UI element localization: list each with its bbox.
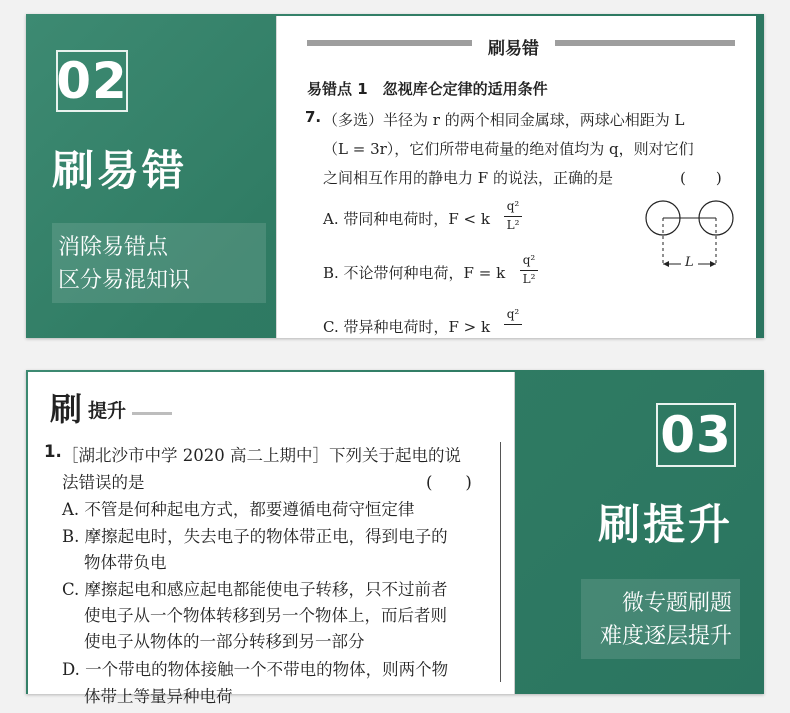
section-tagline — [52, 223, 266, 303]
option-b: B. 不论带何种电荷，F = k — [323, 264, 506, 282]
arrowhead-left-icon — [663, 261, 669, 267]
answer-blank: ( ) — [680, 169, 722, 187]
question-number: 1. — [44, 442, 62, 461]
option-b-line-2: 物体带负电 — [84, 553, 167, 572]
fraction-bar — [504, 216, 522, 217]
brush-character: 刷 — [50, 390, 83, 428]
section-title: 刷提升 — [598, 500, 734, 549]
column-rule — [500, 442, 501, 682]
answer-blank: ( ) — [426, 473, 472, 492]
book-page-preview — [276, 16, 756, 338]
option-c-line-1: C. 摩擦起电和感应起电都能使电子转移，只不过前者 — [62, 580, 448, 599]
section-number: 03 — [660, 406, 732, 464]
header-underline — [132, 412, 172, 415]
question-line-2: 法错误的是 — [62, 473, 145, 492]
book-page-preview — [28, 372, 515, 706]
fraction-denominator: L² — [506, 218, 520, 232]
tagline-1: 消除易错点 — [58, 235, 169, 260]
fraction-numerator: q² — [522, 253, 536, 267]
option-a: A. 不管是何种起电方式，都要遵循电荷守恒定律 — [62, 500, 415, 519]
section-panel-improvement — [26, 370, 764, 706]
option-c-line-3: 使电子从物体的一部分转移到另一部分 — [84, 632, 365, 651]
page-header: 提升 — [88, 400, 127, 422]
question-line-1: ［湖北沙市中学 2020 高二上期中］下列关于起电的说 — [62, 446, 461, 465]
section-title: 刷易错 — [52, 146, 188, 195]
fraction-denominator: L² — [522, 272, 536, 286]
fraction-numerator: q² — [506, 307, 520, 321]
section-panel-easy-mistakes — [26, 14, 764, 338]
option-c-line-2: 使电子从一个物体转移到另一个物体上，而后者则 — [84, 606, 447, 625]
option-d-line-2: 体带上等量异种电荷 — [84, 687, 233, 706]
option-c: C. 带异种电荷时，F > k — [323, 318, 491, 336]
section-number-box — [656, 403, 736, 467]
question-line-1: （多选）半径为 r 的两个相同金属球，两球心相距为 L — [323, 111, 685, 129]
tagline-1: 微专题刷题 — [621, 591, 732, 616]
page-header: 刷易错 — [488, 39, 539, 59]
page-subheading: 易错点 1 忽视库仑定律的适用条件 — [307, 80, 548, 98]
option-d-line-1: D. 一个带电的物体接触一个不带电的物体，则两个物 — [62, 660, 449, 679]
section-number-box — [56, 50, 128, 112]
header-rule-left — [307, 40, 472, 46]
tagline-2: 区分易混知识 — [58, 268, 191, 293]
question-line-3: 之间相互作用的静电力 F 的说法，正确的是 — [323, 169, 613, 187]
section-number: 02 — [56, 52, 128, 110]
question-number: 7. — [305, 108, 322, 126]
fraction-bar — [504, 324, 522, 325]
two-spheres-diagram — [643, 198, 743, 288]
distance-label: L — [685, 255, 694, 270]
arrowhead-right-icon — [710, 261, 716, 267]
option-b-line-1: B. 摩擦起电时，失去电子的物体带正电，得到电子的 — [62, 527, 448, 546]
question-line-2: （L = 3r），它们所带电荷量的绝对值均为 q，则对它们 — [323, 140, 694, 158]
option-a: A. 带同种电荷时，F < k — [323, 210, 490, 228]
tagline-2: 难度逐层提升 — [599, 624, 732, 649]
section-tagline — [581, 579, 740, 659]
fraction-bar — [520, 270, 538, 271]
fraction-numerator: q² — [506, 199, 520, 213]
header-rule-right — [555, 40, 735, 46]
